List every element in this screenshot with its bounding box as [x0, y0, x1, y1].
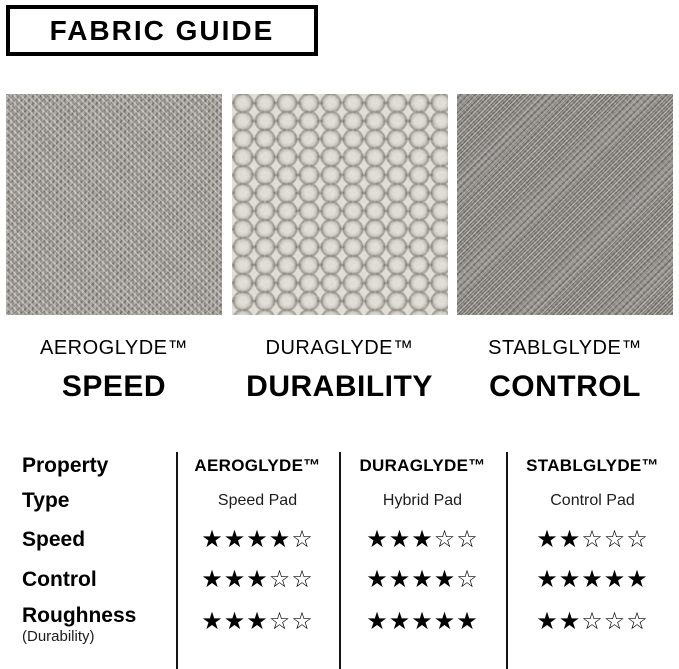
- type-value-stablglyde: Control Pad: [550, 492, 635, 509]
- roughness-sublabel: (Durability): [22, 628, 95, 646]
- trademark-symbol: ™: [468, 456, 486, 475]
- page-title: FABRIC GUIDE: [49, 14, 275, 46]
- control-rating-duraglyde: ★★★★☆: [366, 564, 479, 593]
- fabric-attribute-labels: [6, 370, 673, 404]
- fabric-swatches: [6, 94, 673, 315]
- control-rating-aeroglyde: ★★★☆☆: [201, 564, 314, 593]
- attribute-label-durability: DURABILITY: [246, 370, 433, 403]
- attribute-label-speed: SPEED: [61, 370, 167, 403]
- fabric-texture-image: [232, 94, 448, 315]
- fabric-texture-image: [6, 94, 222, 315]
- brand-name: STABLGLYDE: [526, 456, 642, 475]
- column-header-stablglyde: [506, 450, 679, 482]
- fabric-swatch-aeroglyde: [6, 94, 222, 315]
- fabric-swatch-duraglyde: [232, 94, 448, 315]
- trademark-symbol: ™: [641, 456, 659, 475]
- trademark-symbol: ™: [621, 337, 642, 359]
- brand-label-aeroglyde: [6, 337, 222, 360]
- trademark-symbol: ™: [303, 456, 321, 475]
- brand-label-stablglyde: [457, 337, 673, 360]
- brand-name: AEROGLYDE: [40, 337, 168, 359]
- brand-name: AEROGLYDE: [194, 456, 304, 475]
- control-rating-stablglyde: ★★★★★: [536, 564, 649, 593]
- roughness-label: Roughness: [22, 604, 137, 627]
- row-label-property: Property: [22, 454, 109, 477]
- brand-name: STABLGLYDE: [488, 337, 622, 359]
- fabric-texture-image: [457, 94, 673, 315]
- fabric-swatch-stablglyde: [457, 94, 673, 315]
- brand-label-duraglyde: [232, 337, 448, 360]
- row-label-type: Type: [22, 489, 70, 512]
- type-value-aeroglyde: Speed Pad: [217, 492, 298, 509]
- attribute-label-control: CONTROL: [489, 370, 641, 403]
- row-label-control: Control: [22, 567, 97, 591]
- speed-rating-stablglyde: ★★☆☆☆: [536, 525, 649, 553]
- row-label-speed: Speed: [22, 528, 86, 551]
- table-column-divider: [506, 452, 508, 669]
- title-box: [6, 5, 318, 56]
- fabric-brand-labels: [6, 337, 673, 360]
- roughness-rating-aeroglyde: ★★★☆☆: [201, 607, 314, 635]
- speed-rating-aeroglyde: ★★★★☆: [201, 525, 314, 553]
- speed-rating-duraglyde: ★★★☆☆: [366, 525, 479, 553]
- table-column-divider: [176, 452, 178, 669]
- type-value-duraglyde: Hybrid Pad: [382, 492, 463, 509]
- table-column-divider: [339, 452, 341, 669]
- brand-name: DURAGLYDE: [265, 337, 393, 359]
- column-header-aeroglyde: [176, 450, 339, 482]
- trademark-symbol: ™: [393, 337, 414, 359]
- column-header-duraglyde: [339, 450, 506, 482]
- roughness-rating-stablglyde: ★★☆☆☆: [536, 607, 649, 635]
- trademark-symbol: ™: [167, 337, 188, 359]
- row-label-roughness: [0, 599, 176, 669]
- roughness-rating-duraglyde: ★★★★★: [366, 607, 479, 635]
- brand-name: DURAGLYDE: [359, 456, 469, 475]
